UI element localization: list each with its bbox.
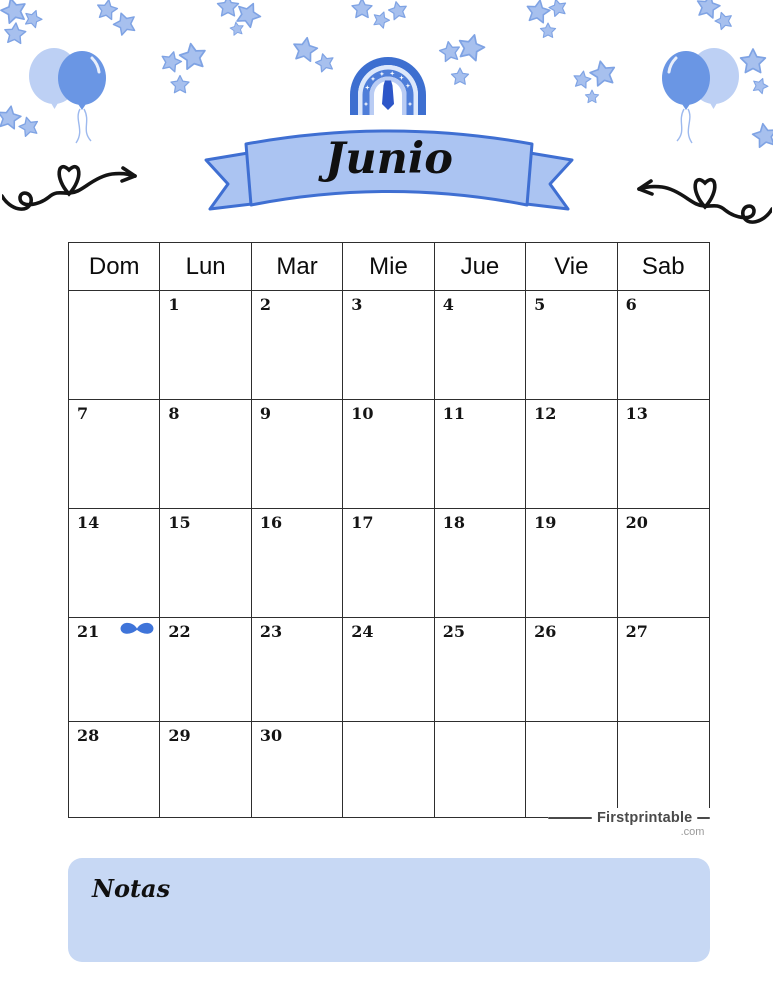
date-number: 20 (625, 513, 648, 532)
date-number: 25 (442, 622, 465, 641)
date-number: 1 (168, 295, 180, 314)
watermark-left-rule (548, 817, 592, 819)
day-header-mie: Mie (343, 243, 434, 291)
date-cell (343, 291, 434, 400)
date-number: 12 (534, 404, 557, 423)
date-cell (343, 722, 434, 817)
day-header-lun: Lun (160, 243, 251, 291)
date-number: 14 (77, 513, 100, 532)
date-cell (526, 291, 617, 400)
notes-label: Notas (92, 874, 171, 903)
date-cell (160, 400, 251, 509)
date-number: 7 (77, 404, 89, 423)
date-number: 29 (168, 726, 191, 745)
date-number: 2 (259, 295, 271, 314)
date-cell (435, 618, 526, 722)
watermark-suffix: .com (680, 826, 705, 838)
date-number: 15 (168, 513, 191, 532)
date-number: 4 (442, 295, 454, 314)
day-header-dom: Dom (69, 243, 160, 291)
date-number: 26 (534, 622, 557, 641)
date-number: 6 (625, 295, 637, 314)
calendar-grid (68, 242, 710, 818)
date-cell (343, 509, 434, 618)
date-cell (526, 400, 617, 509)
date-cell-fathers-day (69, 618, 160, 722)
date-cell (526, 618, 617, 722)
date-cell (252, 618, 343, 722)
brand-watermark (548, 808, 710, 838)
notes-panel (68, 858, 710, 962)
mustache-icon (118, 621, 156, 636)
date-number: 21 (77, 622, 100, 641)
date-cell (69, 400, 160, 509)
date-cell (69, 509, 160, 618)
balloons-icon (22, 40, 118, 144)
date-number: 23 (259, 622, 283, 641)
date-cell (343, 400, 434, 509)
watermark-brand: Firstprintable (597, 810, 693, 826)
balloons-icon (650, 40, 746, 144)
watermark-right-rule (697, 817, 710, 819)
date-number: 22 (168, 622, 191, 641)
heart-arrow-doodle-icon (2, 150, 150, 222)
date-number: 30 (259, 726, 283, 745)
date-cell (252, 509, 343, 618)
date-cell (160, 618, 251, 722)
date-cell (435, 509, 526, 618)
date-cell (343, 618, 434, 722)
date-cell (69, 722, 160, 817)
day-header-jue: Jue (435, 243, 526, 291)
date-number: 10 (351, 404, 374, 423)
date-cell (252, 722, 343, 817)
date-cell (252, 291, 343, 400)
date-cell (160, 291, 251, 400)
date-cell (435, 722, 526, 817)
date-number: 3 (351, 295, 363, 314)
date-number: 18 (442, 513, 465, 532)
date-number: 19 (534, 513, 557, 532)
date-cell (526, 722, 617, 817)
date-number: 13 (625, 404, 648, 423)
date-cell (618, 400, 709, 509)
heart-arrow-doodle-icon (624, 163, 772, 235)
date-number: 8 (168, 404, 180, 423)
date-number: 27 (625, 622, 648, 641)
date-number: 16 (259, 513, 283, 532)
date-cell (618, 291, 709, 400)
day-header-sab: Sab (618, 243, 709, 291)
date-cell (69, 291, 160, 400)
date-number: 28 (77, 726, 100, 745)
day-header-vie: Vie (526, 243, 617, 291)
date-cell (435, 400, 526, 509)
date-cell (618, 509, 709, 618)
date-cell (435, 291, 526, 400)
date-cell (618, 722, 709, 817)
date-number: 11 (442, 404, 465, 423)
date-number: 17 (351, 513, 374, 532)
day-header-mar: Mar (252, 243, 343, 291)
date-cell (160, 509, 251, 618)
rainbow-tie-icon (346, 51, 430, 121)
month-title: Junio (325, 134, 453, 184)
date-number: 24 (351, 622, 374, 641)
date-cell (618, 618, 709, 722)
date-cell (160, 722, 251, 817)
date-number: 9 (259, 404, 271, 423)
date-cell (526, 509, 617, 618)
date-number: 5 (534, 295, 546, 314)
date-cell (252, 400, 343, 509)
